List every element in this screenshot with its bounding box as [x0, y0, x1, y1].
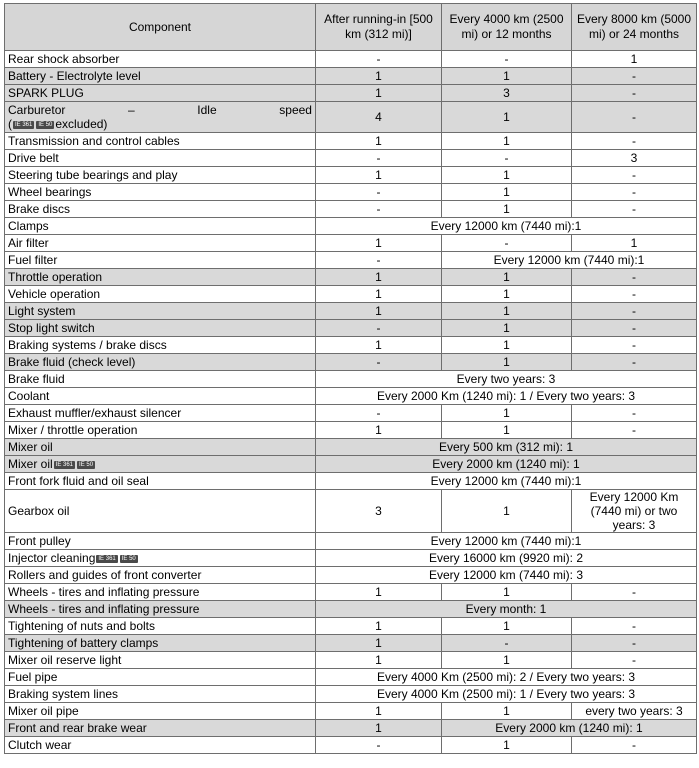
interval-value-cell: - [572, 354, 697, 371]
table-row [5, 218, 697, 235]
table-row [5, 635, 697, 652]
table-row [5, 320, 697, 337]
component-cell [5, 85, 316, 102]
interval-value-cell: - [316, 405, 442, 422]
interval-value-cell: - [316, 184, 442, 201]
component-cell [5, 252, 316, 269]
interval-value-cell: 1 [316, 235, 442, 252]
carburetor-word: Idle [197, 103, 217, 117]
header-every-8000km: Every 8000 km (5000 mi) or 24 months [572, 4, 697, 51]
interval-value-cell: - [572, 303, 697, 320]
component-name: Mixer oil reserve light [8, 653, 122, 667]
component-cell [5, 201, 316, 218]
component-cell [5, 337, 316, 354]
table-row [5, 567, 697, 584]
component-cell [5, 490, 316, 533]
component-cell [5, 102, 316, 133]
interval-span-cell: Every 12000 km (7440 mi):1 [316, 218, 697, 235]
interval-value-cell: - [572, 167, 697, 184]
interval-value-cell: 3 [316, 490, 442, 533]
component-name: Tightening of battery clamps [8, 636, 159, 650]
header-after-running-in: After running-in [500 km (312 mi)] [316, 4, 442, 51]
model-badge-group [96, 555, 137, 563]
header-component: Component [5, 4, 316, 51]
interval-value-cell: - [572, 737, 697, 754]
interval-value-cell: 1 [442, 286, 572, 303]
component-cell [5, 473, 316, 490]
interval-value-cell: 1 [442, 320, 572, 337]
interval-value-cell: 1 [316, 68, 442, 85]
interval-value-cell: - [572, 618, 697, 635]
component-cell [5, 584, 316, 601]
carburetor-word: speed [279, 103, 312, 117]
component-cell [5, 686, 316, 703]
component-name: Mixer oil pipe [8, 704, 79, 718]
interval-value-cell: 1 [316, 85, 442, 102]
interval-value-cell: - [572, 584, 697, 601]
model-badge: IE 50 [38, 121, 53, 128]
component-name: Fuel filter [8, 253, 58, 267]
table-row [5, 618, 697, 635]
interval-value-cell: 1 [442, 405, 572, 422]
interval-value-cell: 1 [442, 68, 572, 85]
carburetor-word: – [127, 103, 135, 117]
interval-value-cell: - [572, 405, 697, 422]
interval-value-cell: Every 12000 Km (7440 mi) or two years: 3 [572, 490, 697, 533]
interval-span-cell: Every 500 km (312 mi): 1 [316, 439, 697, 456]
interval-value-cell: - [442, 635, 572, 652]
component-cell [5, 388, 316, 405]
component-cell [5, 184, 316, 201]
interval-value-cell: - [316, 320, 442, 337]
component-cell [5, 235, 316, 252]
component-cell [5, 456, 316, 473]
interval-value-cell: 1 [442, 167, 572, 184]
component-name: Drive belt [8, 151, 59, 165]
component-cell [5, 720, 316, 737]
table-row [5, 201, 697, 218]
interval-value-cell: - [572, 320, 697, 337]
table-row [5, 533, 697, 550]
component-cell [5, 218, 316, 235]
interval-value-cell: - [572, 68, 697, 85]
interval-value-cell: 1 [316, 286, 442, 303]
interval-span-cell: Every 12000 km (7440 mi): 3 [316, 567, 697, 584]
table-row [5, 490, 697, 533]
interval-value-cell: - [442, 235, 572, 252]
table-row [5, 354, 697, 371]
component-name: Coolant [8, 389, 50, 403]
interval-value-cell: 1 [442, 618, 572, 635]
interval-span-cell: Every 12000 km (7440 mi):1 [316, 473, 697, 490]
table-row [5, 439, 697, 456]
table-row [5, 703, 697, 720]
component-name: Brake discs [8, 202, 71, 216]
model-badge: IE 361 [15, 121, 33, 128]
maintenance-table-wrapper [4, 3, 697, 754]
component-cell [5, 703, 316, 720]
header-every-4000km: Every 4000 km (2500 mi) or 12 months [442, 4, 572, 51]
component-name: Braking systems / brake discs [8, 338, 167, 352]
component-cell [5, 405, 316, 422]
table-row [5, 388, 697, 405]
component-cell [5, 68, 316, 85]
table-row [5, 686, 697, 703]
table-row [5, 85, 697, 102]
model-badge: IE 50 [79, 461, 94, 468]
interval-value-cell: 1 [316, 337, 442, 354]
interval-value-cell: 1 [442, 703, 572, 720]
table-row [5, 737, 697, 754]
interval-span-cell: Every 16000 km (9920 mi): 2 [316, 550, 697, 567]
component-cell [5, 652, 316, 669]
interval-span-cell: Every 4000 Km (2500 mi): 2 / Every two years: 3 [316, 669, 697, 686]
interval-span-cell: Every 12000 km (7440 mi):1 [316, 533, 697, 550]
component-name: Clutch wear [8, 738, 72, 752]
component-cell [5, 51, 316, 68]
component-name: Rollers and guides of front converter [8, 568, 202, 582]
table-row [5, 286, 697, 303]
interval-value-cell: - [442, 150, 572, 167]
component-cell [5, 601, 316, 618]
component-cell [5, 320, 316, 337]
component-cell [5, 550, 316, 567]
maintenance-schedule-table [4, 3, 697, 754]
component-cell [5, 439, 316, 456]
component-name: Front fork fluid and oil seal [8, 474, 149, 488]
interval-value-cell: 3 [572, 150, 697, 167]
interval-span-cell: Every month: 1 [316, 601, 697, 618]
interval-value-cell: - [316, 150, 442, 167]
interval-value-cell: 1 [572, 51, 697, 68]
interval-value-cell: 1 [442, 337, 572, 354]
component-cell [5, 269, 316, 286]
interval-value-cell: 1 [442, 133, 572, 150]
component-name: Light system [8, 304, 76, 318]
interval-value-cell: 1 [442, 303, 572, 320]
table-row [5, 371, 697, 388]
interval-span-cell: Every 2000 Km (1240 mi): 1 / Every two years: 3 [316, 388, 697, 405]
interval-value-cell: 1 [316, 167, 442, 184]
table-row [5, 601, 697, 618]
table-row [5, 456, 697, 473]
component-cell [5, 422, 316, 439]
table-row [5, 167, 697, 184]
interval-value-cell: 1 [316, 584, 442, 601]
component-name: Rear shock absorber [8, 52, 120, 66]
component-name: Injector cleaning [8, 551, 96, 565]
table-row [5, 669, 697, 686]
interval-value-cell: 1 [442, 184, 572, 201]
table-body [5, 51, 697, 754]
carburetor-excluded: excluded) [55, 117, 108, 131]
table-row [5, 652, 697, 669]
table-row [5, 184, 697, 201]
table-row [5, 405, 697, 422]
interval-value-cell: 1 [442, 354, 572, 371]
interval-value-cell: 1 [572, 235, 697, 252]
component-name: Brake fluid (check level) [8, 355, 136, 369]
table-row [5, 133, 697, 150]
interval-value-cell: - [572, 635, 697, 652]
interval-value-cell: - [316, 252, 442, 269]
model-badge: IE 361 [98, 555, 116, 562]
component-cell [5, 533, 316, 550]
component-name: Mixer / throttle operation [8, 423, 138, 437]
table-row [5, 150, 697, 167]
component-name: Throttle operation [8, 270, 103, 284]
table-row [5, 473, 697, 490]
table-row [5, 337, 697, 354]
component-cell [5, 669, 316, 686]
component-cell [5, 635, 316, 652]
carburetor-note-line [8, 117, 312, 131]
component-name: Stop light switch [8, 321, 95, 335]
table-row [5, 235, 697, 252]
component-cell [5, 737, 316, 754]
component-name: Clamps [8, 219, 49, 233]
component-name: Air filter [8, 236, 49, 250]
component-name: Front pulley [8, 534, 71, 548]
component-name: Mixer oil [8, 440, 53, 454]
carburetor-word: Carburetor [8, 103, 66, 117]
interval-value-cell: 1 [442, 584, 572, 601]
component-cell [5, 371, 316, 388]
table-row [5, 422, 697, 439]
interval-value-cell: - [572, 269, 697, 286]
interval-value-cell: - [316, 201, 442, 218]
interval-span-cell: Every 12000 km (7440 mi):1 [442, 252, 697, 269]
component-name: Braking system lines [8, 687, 119, 701]
model-badge-group [13, 121, 54, 129]
interval-value-cell: - [572, 337, 697, 354]
component-name: Wheels - tires and inflating pressure [8, 602, 200, 616]
table-row [5, 252, 697, 269]
table-row [5, 550, 697, 567]
interval-value-cell: 1 [442, 102, 572, 133]
interval-span-cell: Every two years: 3 [316, 371, 697, 388]
interval-value-cell: - [572, 184, 697, 201]
interval-value-cell: 1 [316, 133, 442, 150]
component-name: Tightening of nuts and bolts [8, 619, 155, 633]
interval-value-cell: 1 [316, 618, 442, 635]
interval-value-cell: - [572, 286, 697, 303]
carburetor-label-line [8, 103, 312, 117]
component-cell [5, 618, 316, 635]
interval-value-cell: 1 [442, 269, 572, 286]
header-row [5, 4, 697, 51]
component-name: Mixer oil [8, 457, 53, 471]
table-header [5, 4, 697, 51]
interval-value-cell: - [316, 51, 442, 68]
table-row [5, 584, 697, 601]
component-name: Battery - Electrolyte level [8, 69, 141, 83]
interval-value-cell: 1 [442, 652, 572, 669]
table-row [5, 51, 697, 68]
interval-value-cell: - [572, 133, 697, 150]
interval-value-cell: 1 [316, 422, 442, 439]
interval-value-cell: - [572, 652, 697, 669]
model-badge: IE 50 [121, 555, 136, 562]
component-name: Fuel pipe [8, 670, 58, 684]
table-row [5, 269, 697, 286]
table-row [5, 720, 697, 737]
component-name: Front and rear brake wear [8, 721, 147, 735]
interval-value-cell: 1 [316, 703, 442, 720]
interval-value-cell: - [316, 737, 442, 754]
component-name: SPARK PLUG [8, 86, 84, 100]
interval-value-cell: - [572, 201, 697, 218]
table-row [5, 303, 697, 320]
component-cell [5, 150, 316, 167]
interval-value-cell: 1 [316, 269, 442, 286]
component-name: Gearbox oil [8, 504, 70, 518]
interval-value-cell: 1 [316, 635, 442, 652]
interval-value-cell: - [572, 422, 697, 439]
interval-value-cell: 1 [316, 652, 442, 669]
component-cell [5, 133, 316, 150]
interval-value-cell: 1 [442, 737, 572, 754]
model-badge: IE 361 [55, 461, 74, 468]
interval-value-cell: - [572, 102, 697, 133]
interval-value-cell: 1 [442, 422, 572, 439]
interval-value-cell: every two years: 3 [572, 703, 697, 720]
interval-value-cell: - [442, 51, 572, 68]
component-name: Transmission and control cables [8, 134, 180, 148]
interval-value-cell: 1 [316, 720, 442, 737]
component-name: Steering tube bearings and play [8, 168, 178, 182]
component-name: Wheels - tires and inflating pressure [8, 585, 200, 599]
table-row [5, 102, 697, 133]
interval-value-cell: - [572, 85, 697, 102]
interval-value-cell: - [316, 354, 442, 371]
model-badge-group [54, 461, 95, 469]
component-name: Exhaust muffler/exhaust silencer [8, 406, 182, 420]
component-name: Brake fluid [8, 372, 65, 386]
table-row [5, 68, 697, 85]
component-cell [5, 303, 316, 320]
carburetor-paren: ( [8, 117, 12, 131]
interval-span-cell: Every 4000 Km (2500 mi): 1 / Every two years: 3 [316, 686, 697, 703]
component-name: Wheel bearings [8, 185, 92, 199]
interval-value-cell: 1 [316, 303, 442, 320]
interval-span-cell: Every 2000 km (1240 mi): 1 [316, 456, 697, 473]
interval-value-cell: 1 [442, 201, 572, 218]
interval-value-cell: 4 [316, 102, 442, 133]
interval-value-cell: 1 [442, 490, 572, 533]
component-cell [5, 354, 316, 371]
interval-value-cell: 3 [442, 85, 572, 102]
component-name: Vehicle operation [8, 287, 101, 301]
component-cell [5, 567, 316, 584]
component-cell [5, 286, 316, 303]
interval-span-cell: Every 2000 km (1240 mi): 1 [442, 720, 697, 737]
component-cell [5, 167, 316, 184]
